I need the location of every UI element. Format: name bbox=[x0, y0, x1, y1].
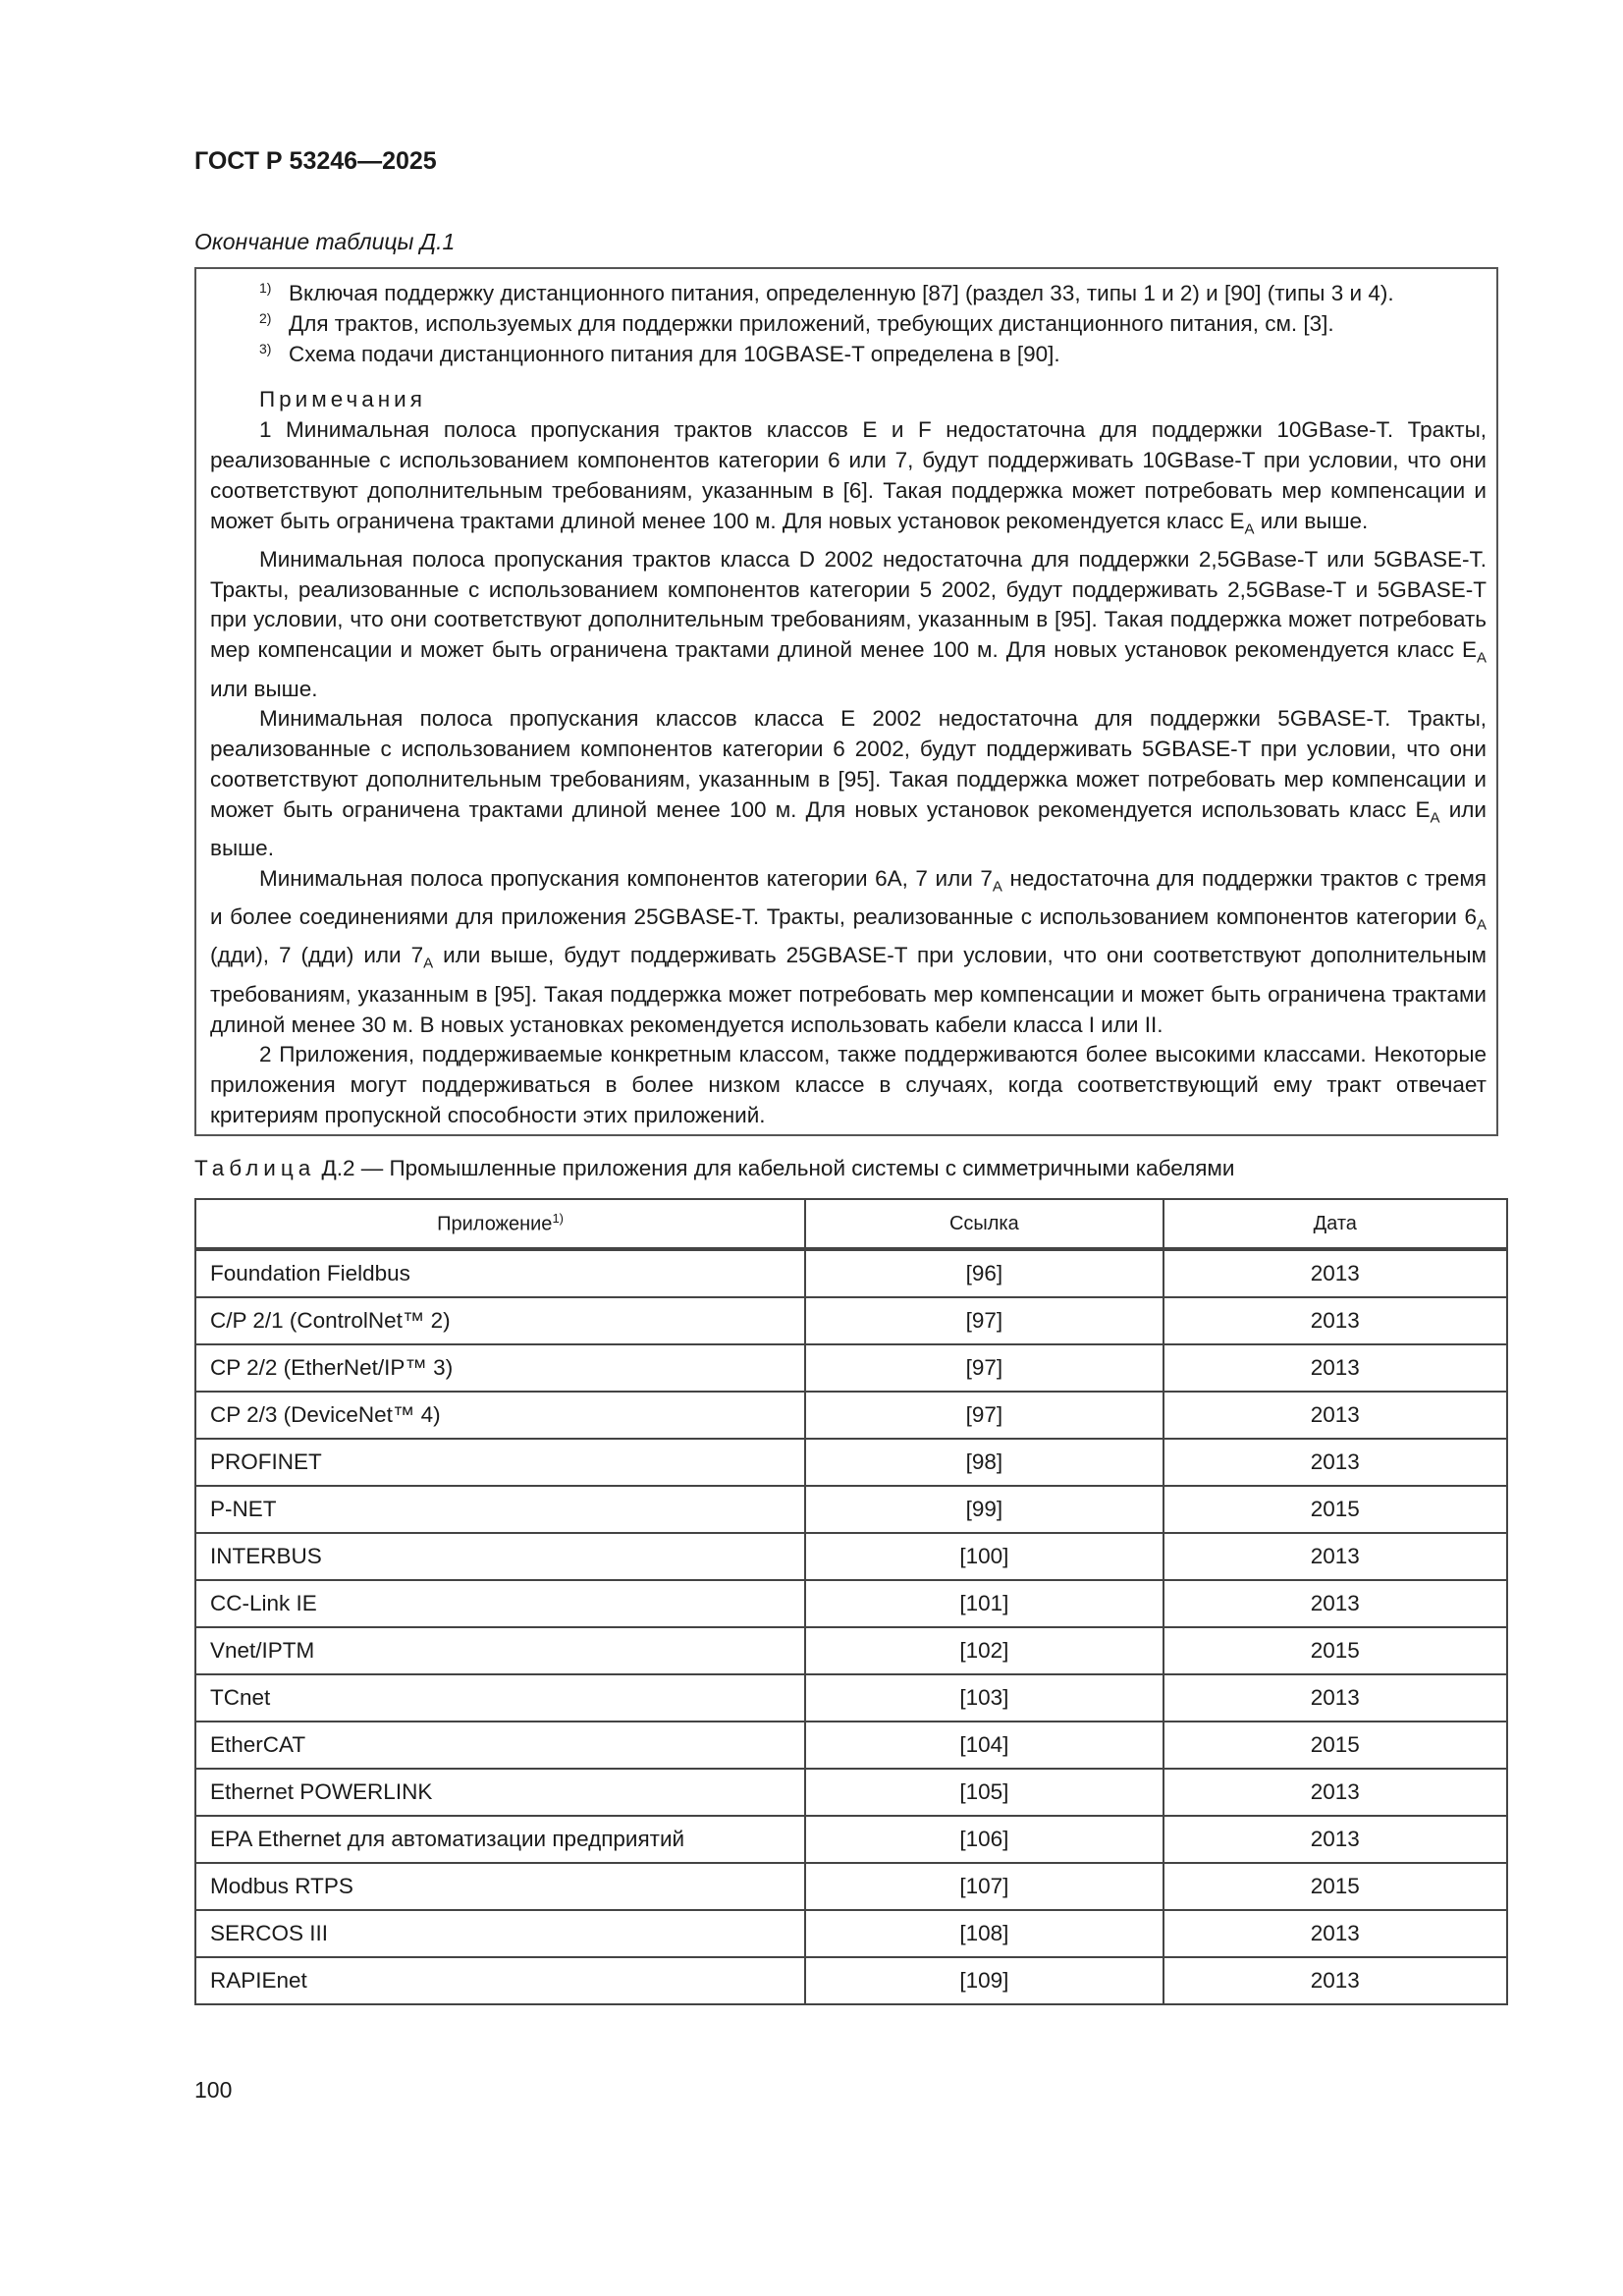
cell-date: 2013 bbox=[1163, 1249, 1507, 1297]
footnote-text: Для трактов, используемых для поддержки приложений, требующих дистанционного питания, см. [3]. bbox=[289, 310, 1334, 336]
table-row bbox=[195, 1533, 1507, 1580]
notes-title: Примечания bbox=[259, 387, 426, 412]
table-caption bbox=[194, 1156, 1234, 1181]
cell-reference: [108] bbox=[805, 1910, 1163, 1957]
table-row bbox=[195, 1344, 1507, 1392]
cell-date: 2013 bbox=[1163, 1392, 1507, 1439]
continuation-caption: Окончание таблицы Д.1 bbox=[194, 229, 456, 254]
cell-reference: [97] bbox=[805, 1344, 1163, 1392]
header-application: Приложение$^{1)}$ bbox=[195, 1199, 805, 1249]
table-body bbox=[195, 1249, 1507, 2004]
table-row bbox=[195, 1957, 1507, 2004]
cell-application: RAPIEnet bbox=[195, 1957, 805, 2004]
footnote-text: Схема подачи дистанционного питания для 10GBASE-T определена в [90]. bbox=[289, 341, 1060, 366]
cell-reference: [102] bbox=[805, 1627, 1163, 1674]
cell-date: 2013 bbox=[1163, 1533, 1507, 1580]
header-reference: Ссылка bbox=[805, 1199, 1163, 1249]
table-row bbox=[195, 1769, 1507, 1816]
cell-reference: [101] bbox=[805, 1580, 1163, 1627]
cell-date: 2013 bbox=[1163, 1297, 1507, 1344]
cell-reference: [98] bbox=[805, 1439, 1163, 1486]
cell-reference: [100] bbox=[805, 1533, 1163, 1580]
cell-application: Vnet/IPTM bbox=[195, 1627, 805, 1674]
cell-reference: [97] bbox=[805, 1392, 1163, 1439]
cell-date: 2015 bbox=[1163, 1722, 1507, 1769]
note-paragraph: Минимальная полоса пропускания трактов класса D 2002 недостаточна для поддержки 2,5GBase-T или 5GBASE-T. Тракты, реализованные с использованием компонентов категории 5 2002, будут поддерживать 2,5GBase-T и 5GBASE-T при условии, что они соответствуют дополнительным требованиям, указанным в [95]. Такая поддержка может потребовать мер компенсации и может быть ограничена трактами длиной менее 100 м. Для новых установок рекомендуется класс $E_A$ или выше. bbox=[210, 546, 1487, 701]
footnote bbox=[259, 340, 1487, 370]
page-number: 100 bbox=[194, 2077, 233, 2103]
cell-application: CP 2/3 (DeviceNet™ 4) bbox=[195, 1392, 805, 1439]
cell-date: 2015 bbox=[1163, 1863, 1507, 1910]
cell-reference: [97] bbox=[805, 1297, 1163, 1344]
note-paragraph: Минимальная полоса пропускания классов класса E 2002 недостаточна для поддержки 5GBASE-T. Тракты, реализованные с использованием компонентов категории 6 2002, будут поддерживать 5GBASE-T при условии, что они соответствуют дополнительным требованиям, указанным в [95]. Такая поддержка может потребовать мер компенсации и может быть ограничена трактами длиной менее 100 м. Для новых установок рекомендуется использовать класс $E_A$ или выше. bbox=[210, 706, 1487, 861]
cell-application: CC-Link IE bbox=[195, 1580, 805, 1627]
note-paragraph: 2 Приложения, поддерживаемые конкретным классом, также поддерживаются более высокими классами. Некоторые приложения могут поддерживаться в более низком классе в случаях, когда соответствующий ему тракт отвечает критериям пропускной способности этих приложений. bbox=[210, 1042, 1487, 1127]
footnote bbox=[259, 279, 1487, 309]
table-row bbox=[195, 1297, 1507, 1344]
cell-application: EtherCAT bbox=[195, 1722, 805, 1769]
cell-application: EPA Ethernet для автоматизации предприятий bbox=[195, 1816, 805, 1863]
cell-application: INTERBUS bbox=[195, 1533, 805, 1580]
table-row bbox=[195, 1722, 1507, 1769]
document-header: ГОСТ Р 53246—2025 bbox=[194, 147, 437, 175]
cell-application: PROFINET bbox=[195, 1439, 805, 1486]
table-header-row bbox=[195, 1199, 1507, 1249]
table-row bbox=[195, 1816, 1507, 1863]
cell-reference: [106] bbox=[805, 1816, 1163, 1863]
cell-date: 2013 bbox=[1163, 1816, 1507, 1863]
table-caption-label: Таблица bbox=[194, 1156, 316, 1180]
cell-reference: [103] bbox=[805, 1674, 1163, 1722]
cell-application: SERCOS III bbox=[195, 1910, 805, 1957]
cell-application: C/P 2/1 (ControlNet™ 2) bbox=[195, 1297, 805, 1344]
cell-reference: [96] bbox=[805, 1249, 1163, 1297]
cell-date: 2013 bbox=[1163, 1344, 1507, 1392]
footnote-text: Включая поддержку дистанционного питания, определенную [87] (раздел 33, типы 1 и 2) и [90] (типы 3 и 4). bbox=[289, 281, 1394, 305]
cell-application: Modbus RTPS bbox=[195, 1863, 805, 1910]
cell-reference: [99] bbox=[805, 1486, 1163, 1533]
cell-application: Ethernet POWERLINK bbox=[195, 1769, 805, 1816]
table-row bbox=[195, 1674, 1507, 1722]
cell-application: P-NET bbox=[195, 1486, 805, 1533]
table-row bbox=[195, 1627, 1507, 1674]
table-row bbox=[195, 1486, 1507, 1533]
cell-date: 2013 bbox=[1163, 1957, 1507, 2004]
table-row bbox=[195, 1580, 1507, 1627]
header-date: Дата bbox=[1163, 1199, 1507, 1249]
table-row bbox=[195, 1249, 1507, 1297]
cell-reference: [104] bbox=[805, 1722, 1163, 1769]
notes-box bbox=[194, 267, 1498, 1136]
cell-date: 2015 bbox=[1163, 1486, 1507, 1533]
applications-table bbox=[194, 1198, 1508, 2005]
cell-date: 2013 bbox=[1163, 1674, 1507, 1722]
footnote bbox=[259, 309, 1487, 340]
cell-date: 2013 bbox=[1163, 1580, 1507, 1627]
table-row bbox=[195, 1392, 1507, 1439]
footnote-mark: 2) bbox=[259, 309, 272, 326]
cell-application: TCnet bbox=[195, 1674, 805, 1722]
table-row bbox=[195, 1910, 1507, 1957]
cell-reference: [107] bbox=[805, 1863, 1163, 1910]
cell-date: 2013 bbox=[1163, 1769, 1507, 1816]
footnote-mark: 1) bbox=[259, 280, 272, 296]
cell-date: 2013 bbox=[1163, 1439, 1507, 1486]
cell-reference: [105] bbox=[805, 1769, 1163, 1816]
cell-application: CP 2/2 (EtherNet/IP™ 3) bbox=[195, 1344, 805, 1392]
note-paragraph: Минимальная полоса пропускания компонентов категории 6A, 7 или $7_A$ недостаточна для поддержки трактов с тремя и более соединениями для приложения 25GBASE-T. Тракты, реализованные с использованием компонентов категории $6_A$ (дди), 7 (дди) или $7_A$ или выше, будут поддерживать 25GBASE-T при условии, что они соответствуют дополнительным требованиям, указанным в [95]. Такая поддержка может потребовать мер компенсации и может быть ограничена трактами длиной менее 30 м. В новых установках рекомендуется использовать кабели класса I или II. bbox=[210, 865, 1487, 1037]
table-row bbox=[195, 1863, 1507, 1910]
cell-reference: [109] bbox=[805, 1957, 1163, 2004]
cell-application: Foundation Fieldbus bbox=[195, 1249, 805, 1297]
footnote-mark: 3) bbox=[259, 340, 272, 356]
table-caption-text: Д.2 — Промышленные приложения для кабельной системы с симметричными кабелями bbox=[315, 1156, 1235, 1180]
note-paragraph: 1 Минимальная полоса пропускания трактов классов E и F недостаточна для поддержки 10GBase-T. Тракты, реализованные с использованием компонентов категории 6 или 7, будут поддерживать 10GBase-T при условии, что они соответствуют дополнительным требованиям, указанным в [6]. Такая поддержка может потребовать мер компенсации и может быть ограничена трактами длиной менее 100 м. Для новых установок рекомендуется класс $E_A$ или выше. bbox=[210, 417, 1487, 538]
cell-date: 2013 bbox=[1163, 1910, 1507, 1957]
cell-date: 2015 bbox=[1163, 1627, 1507, 1674]
table-row bbox=[195, 1439, 1507, 1486]
